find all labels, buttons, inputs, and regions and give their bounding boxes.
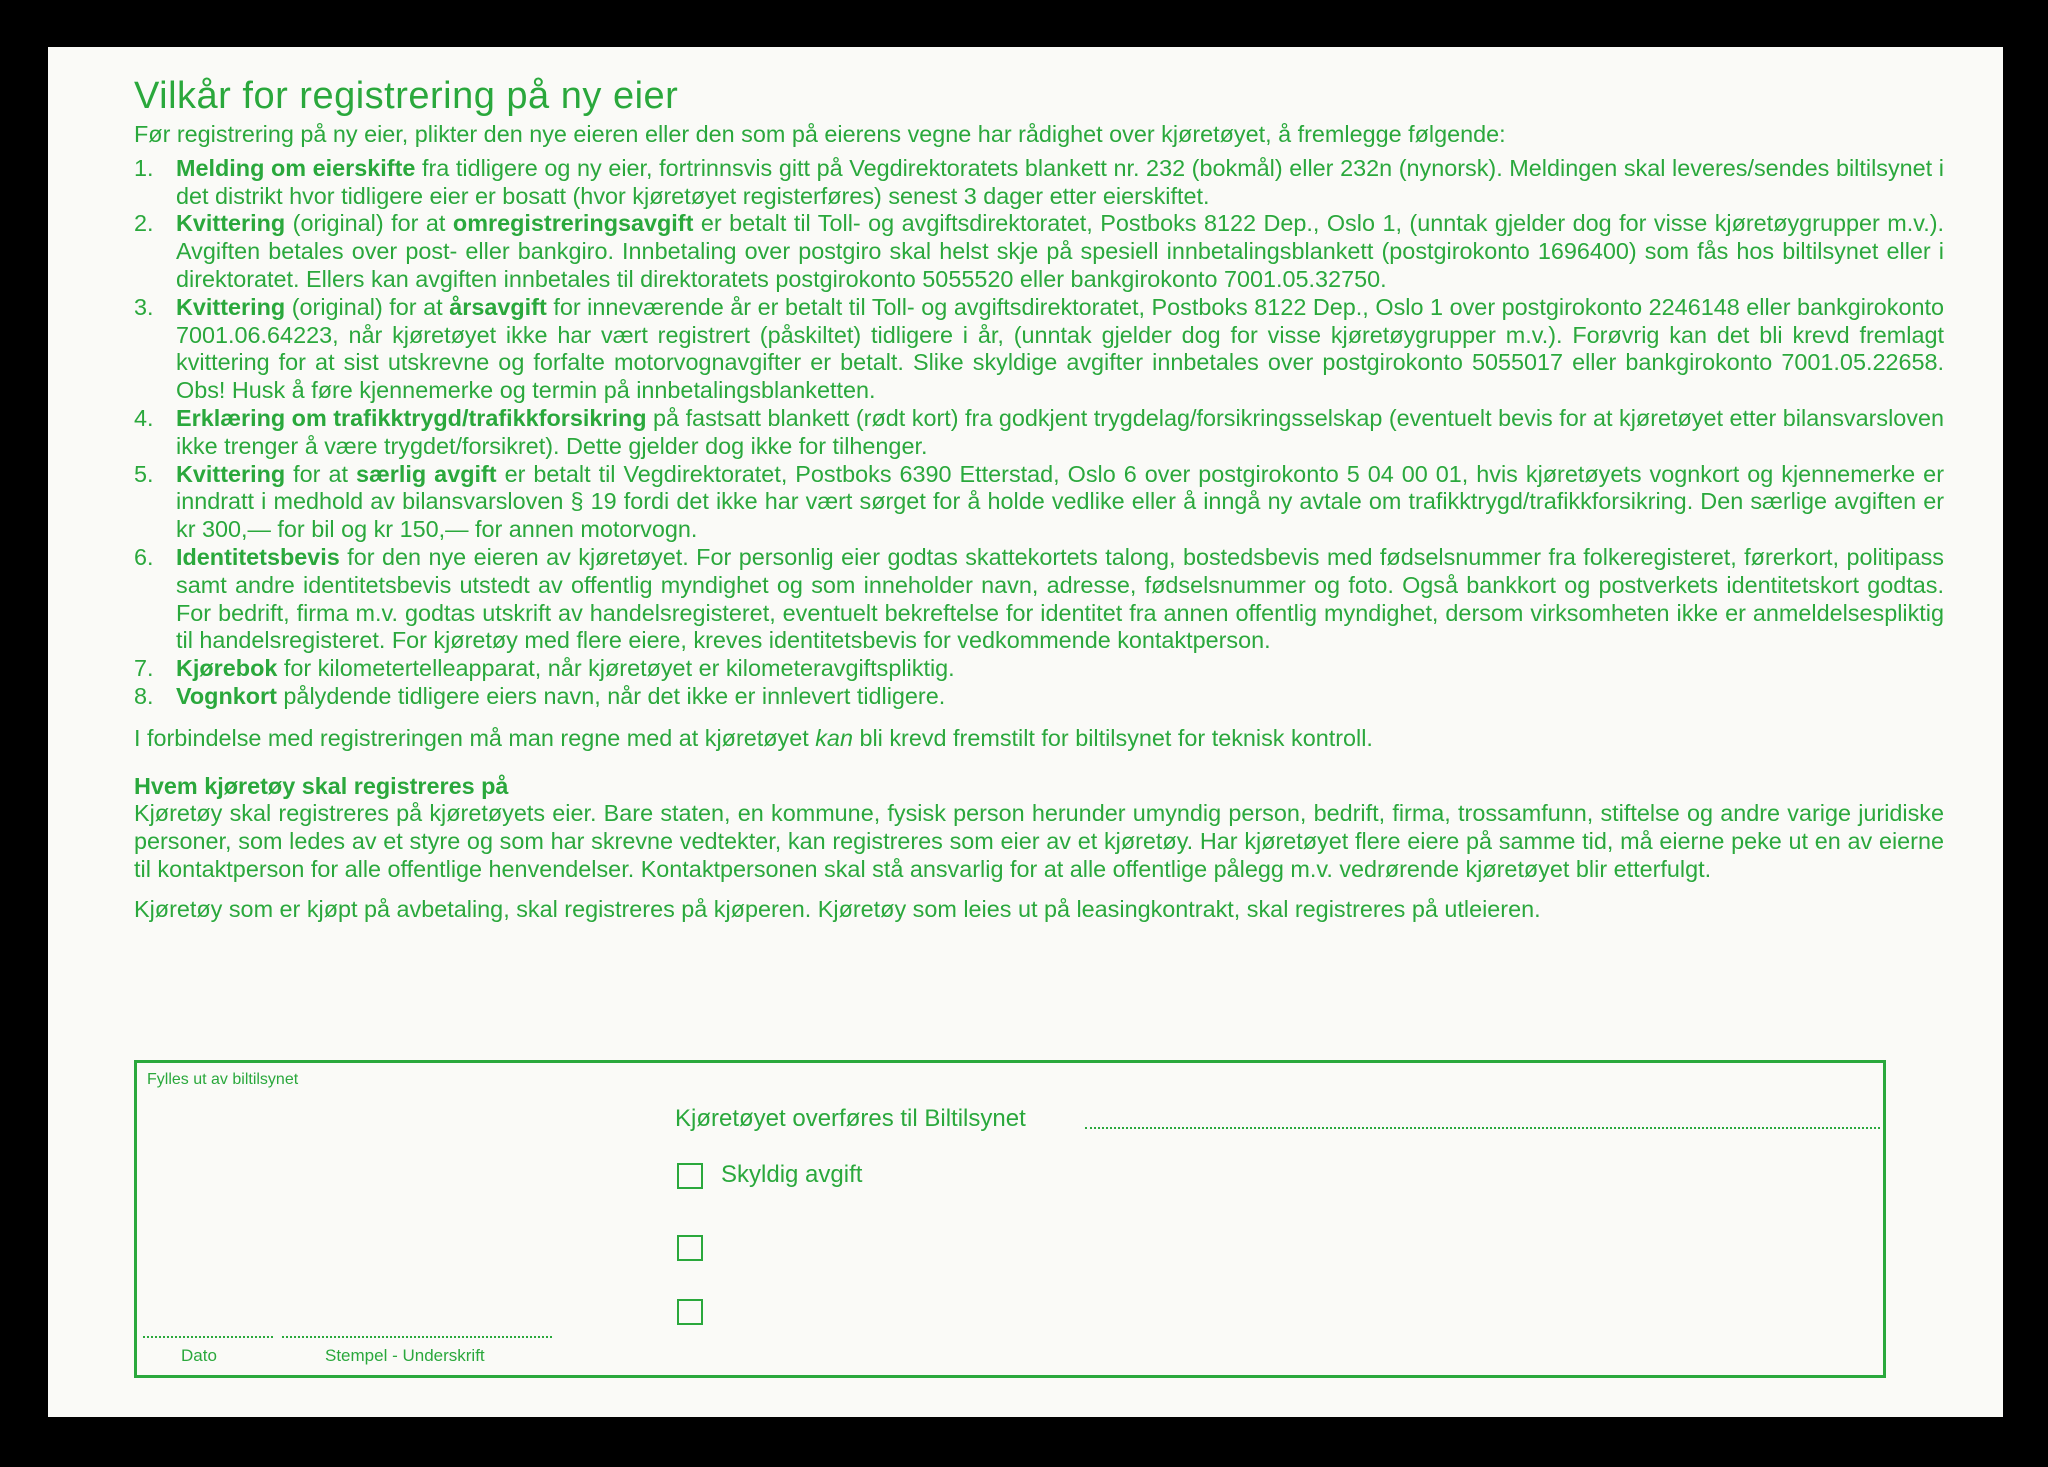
form-sheet (48, 47, 2003, 1417)
item-heading: Melding om eierskifte (176, 154, 416, 181)
item-text: (original) for at (285, 210, 453, 237)
requirements-list (134, 155, 1944, 711)
item-number: 2. (134, 210, 154, 237)
item-text: for kilometertelleapparat, når kjøretøyet er kilometeravgiftspliktig. (277, 655, 955, 682)
item-text: for inneværende år er betalt til Toll- og avgiftsdirektoratet, Postboks 8122 Dep., Oslo 1 over postgirokonto 2246148 eller bankgirokonto 7001.06.64223, når kjøretøyet ikke har vært registrert (påskiltet) tidligere i år, (unntak gjelder dog for visse kjøretøygrupper m.v.). Forøvrig kan det bli krevd fremlagt kvittering for at sist utskrevne og forfalte motorvognavgifter er betalt. Slike skyldige avgifter innbetales over postgirokonto 5055017 eller bankgirokonto 7001.05.22658. Obs! Husk å føre kjennemerke og termin på innbetalingsblanketten. (176, 293, 1945, 404)
installment-note: Kjøretøy som er kjøpt på avbetaling, skal registreres på kjøperen. Kjøretøy som leies ut på leasingkontrakt, skal registreres på utleieren. (134, 895, 1541, 922)
item-number: 8. (134, 682, 154, 709)
registration-owner-text: Kjøretøy skal registreres på kjøretøyets eier. Bare staten, en kommune, fysisk person herunder umyndig person, bedrift, firma, trossamfunn, stiftelse og andre varige juridiske personer, som ledes av et styre og som har skrevne vedtekter, kan registreres som eier av et kjøretøy. Har kjøretøyet flere eiere på samme tid, må eierne peke ut en av eierne til kontaktperson for alle offentlige henvendelser. Kontaktpersonen skal stå ansvarlig for at alle offentlige pålegg m.v. vedrørende kjøretøyet blir etterfulgt. (134, 800, 1944, 882)
item-number: 4. (134, 404, 154, 431)
list-item (134, 155, 1944, 211)
item-heading: Kjørebok (176, 655, 278, 682)
inspection-note-text: I forbindelse med registreringen må man regne med at kjøretøyet (134, 724, 816, 751)
item-heading: årsavgift (449, 293, 547, 320)
list-item (134, 210, 1944, 293)
transfer-fill-line[interactable] (1085, 1127, 1880, 1129)
item-heading: Kvittering (176, 210, 286, 237)
item-text: på fastsatt blankett (rødt kort) fra godkjent trygdelag/forsikringsselskap (eventuelt bevis for at kjøretøyet etter bilansvarsloven ikke trenger å være trygdet/forsikret). Dette gjelder dog ikke for tilhenger. (176, 404, 1945, 459)
inspection-note-text: bli krevd fremstilt for biltilsynet for teknisk kontroll. (852, 724, 1373, 751)
item-number: 5. (134, 460, 154, 487)
item-heading: Kvittering (176, 293, 286, 320)
item-text: (original) for at (285, 293, 450, 320)
item-number: 3. (134, 293, 154, 320)
item-heading: Identitetsbevis (176, 543, 340, 570)
item-heading: Erklæring om trafikktrygd/trafikkforsikring (176, 404, 647, 431)
signature-label: Stempel - Underskrift (325, 1346, 485, 1365)
checkbox-blank-1[interactable] (677, 1235, 703, 1261)
item-text: fra tidligere og ny eier, fortrinnsvis gitt på Vegdirektoratets blankett nr. 232 (bokmål) eller 232n (nynorsk). Meldingen skal leveres/sendes biltilsynet i det distrikt hvor tidligere eier er bosatt (hvor kjøretøyet registerføres) senest 3 dager etter eierskiftet. (176, 154, 1944, 209)
signature-fill-line[interactable] (282, 1336, 552, 1338)
list-item (134, 294, 1944, 405)
item-text: pålydende tidligere eiers navn, når det ikke er innlevert tidligere. (276, 682, 946, 709)
list-item (134, 461, 1944, 544)
document-title: Vilkår for registrering på ny eier (134, 75, 679, 117)
document-body (134, 121, 1944, 924)
item-text: for den nye eieren av kjøretøyet. For personlig eier godtas skattekortets talong, bostedsbevis med fødselsnummer fra folkeregisteret, førerkort, politipass samt andre identitetsbevis utstedt av offentlig myndighet og som inneholder navn, adresse, fødselsnummer og foto. Også bankkort og postverkets identitetskort godtas. For bedrift, firma m.v. godtas utskrift av handelsregisteret, eventuelt bekreftelse for identitet fra annen offentlig myndighet, dersom virksomheten ikke er anmeldelsespliktig til handelsregisteret. For kjøretøy med flere eiere, kreves identitetsbevis for vedkommende kontaktperson. (176, 543, 1944, 654)
date-fill-line[interactable] (143, 1336, 273, 1338)
official-use-box (134, 1060, 1886, 1378)
checkbox-skyldig-avgift[interactable] (677, 1163, 703, 1189)
transfer-label: Kjøretøyet overføres til Biltilsynet (675, 1105, 1026, 1132)
item-heading: særlig avgift (355, 460, 497, 487)
checkbox-label: Skyldig avgift (721, 1161, 863, 1188)
official-use-label: Fylles ut av biltilsynet (147, 1071, 299, 1088)
list-item (134, 655, 1944, 683)
checkbox-blank-2[interactable] (677, 1299, 703, 1325)
item-number: 1. (134, 154, 154, 181)
item-number: 6. (134, 543, 154, 570)
item-text: for at (285, 460, 356, 487)
date-label: Dato (181, 1346, 217, 1365)
intro-text: Før registrering på ny eier, plikter den nye eieren eller den som på eierens vegne har rådighet over kjøretøyet, å fremlegge følgende: (134, 121, 1506, 147)
item-heading: omregistreringsavgift (452, 210, 694, 237)
inspection-note (134, 725, 1944, 753)
section-heading: Hvem kjøretøy skal registreres på (134, 772, 509, 799)
item-text: er betalt til Vegdirektoratet, Postboks 6390 Etterstad, Oslo 6 over postgirokonto 5 04 00 01, hvis kjøretøyets vognkort og kjennemerke er inndratt i medhold av bilansvarsloven § 19 fordi det ikke har vært sørget for å holde vedlike eller å inngå ny avtale om trafikktrygd/trafikkforsikring. Den særlige avgiften er kr 300,— for bil og kr 150,— for annen motorvogn. (176, 460, 1944, 543)
list-item (134, 544, 1944, 655)
inspection-note-emphasis: kan (815, 724, 853, 751)
item-text: er betalt til Toll- og avgiftsdirektoratet, Postboks 8122 Dep., Oslo 1, (unntak gjelder dog for visse kjøretøygrupper m.v.). Avgiften betales over post- eller bankgiro. Innbetaling over postgiro skal helst skje på spesiell innbetalingsblankett (postgirokonto 1696400) som fås hos biltilsynet eller i direktoratet. Ellers kan avgiften innbetales til direktoratets postgirokonto 5055520 eller bankgirokonto 7001.05.32750. (176, 210, 1944, 292)
item-number: 7. (134, 655, 154, 682)
item-heading: Vognkort (176, 682, 277, 709)
list-item (134, 683, 1944, 711)
item-heading: Kvittering (176, 460, 286, 487)
list-item (134, 405, 1944, 461)
